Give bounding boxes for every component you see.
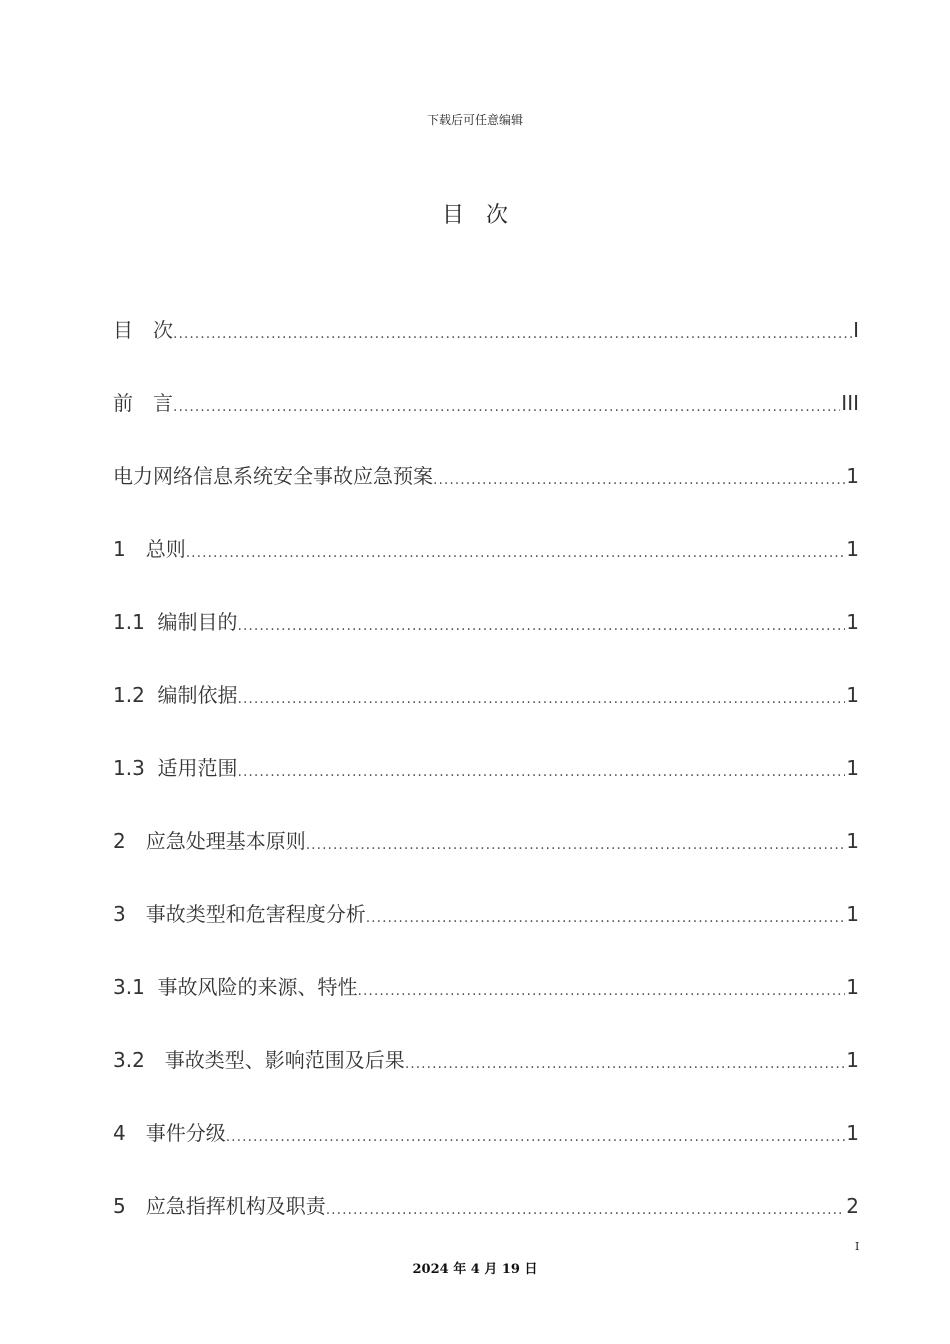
toc-entry-number: 4 bbox=[113, 1121, 146, 1145]
toc-entry[interactable] bbox=[113, 458, 859, 531]
toc-entry-label: 适用范围 bbox=[157, 756, 238, 780]
toc-title-char-1: 目 bbox=[441, 203, 464, 228]
toc-entry-number: 1.3 bbox=[113, 756, 158, 780]
toc-entry-number: 3.2 bbox=[113, 1048, 165, 1072]
toc-leader-dots bbox=[226, 1119, 846, 1155]
toc-title bbox=[0, 198, 950, 229]
toc-entry-label: 目 次 bbox=[113, 318, 173, 342]
toc-entry-label: 编制目的 bbox=[157, 610, 238, 634]
toc-entry-label: 事故类型和危害程度分析 bbox=[145, 902, 366, 926]
toc-entry[interactable] bbox=[113, 823, 859, 896]
toc-leader-dots bbox=[173, 389, 840, 425]
toc-entry[interactable] bbox=[113, 531, 859, 604]
toc-leader-dots bbox=[358, 973, 846, 1009]
toc-leader-dots bbox=[405, 1046, 845, 1082]
toc-entry-page: 1 bbox=[846, 902, 859, 926]
toc-entry-label: 编制依据 bbox=[157, 683, 238, 707]
toc-leader-dots bbox=[326, 1192, 846, 1228]
toc-entry[interactable] bbox=[113, 896, 859, 969]
toc-entry-page: 1 bbox=[846, 829, 859, 853]
page-number: I bbox=[855, 1240, 860, 1253]
toc-entry[interactable] bbox=[113, 750, 859, 823]
toc-entry-page: 2 bbox=[846, 1194, 859, 1218]
toc-entry[interactable] bbox=[113, 969, 859, 1042]
toc-entry[interactable] bbox=[113, 1115, 859, 1188]
toc-leader-dots bbox=[366, 900, 846, 936]
toc-entry-label: 事件分级 bbox=[145, 1121, 226, 1145]
toc-leader-dots bbox=[433, 462, 845, 498]
toc-entry-page: 1 bbox=[846, 1048, 859, 1072]
toc-entry-page: 1 bbox=[846, 464, 859, 488]
toc-entry-page: 1 bbox=[846, 537, 859, 561]
toc-entry-page: 1 bbox=[846, 683, 859, 707]
toc-entry-label: 应急处理基本原则 bbox=[145, 829, 306, 853]
toc-entry-number: 2 bbox=[113, 829, 146, 853]
toc-entry[interactable] bbox=[113, 1042, 859, 1115]
toc-entry-label: 总则 bbox=[145, 537, 186, 561]
toc-entry-page: 1 bbox=[846, 975, 859, 999]
toc-entry-label: 事故风险的来源、特性 bbox=[157, 975, 358, 999]
toc-leader-dots bbox=[238, 608, 846, 644]
toc-entry-label: 事故类型、影响范围及后果 bbox=[164, 1048, 405, 1072]
toc-leader-dots bbox=[238, 754, 846, 790]
toc-entry-label: 应急指挥机构及职责 bbox=[145, 1194, 326, 1218]
toc-entry-number: 5 bbox=[113, 1194, 146, 1218]
toc-entry-page: I bbox=[853, 318, 859, 342]
table-of-contents bbox=[113, 312, 859, 1261]
toc-entry-page: III bbox=[841, 391, 859, 415]
toc-entry[interactable] bbox=[113, 312, 859, 385]
toc-entry-number: 1 bbox=[113, 537, 146, 561]
toc-entry[interactable] bbox=[113, 1188, 859, 1261]
toc-leader-dots bbox=[238, 681, 846, 717]
toc-leader-dots bbox=[173, 316, 852, 352]
toc-title-char-2: 次 bbox=[486, 203, 509, 228]
toc-leader-dots bbox=[186, 535, 846, 571]
toc-entry-page: 1 bbox=[846, 756, 859, 780]
toc-entry[interactable] bbox=[113, 677, 859, 750]
toc-entry-label: 电力网络信息系统安全事故应急预案 bbox=[113, 464, 433, 488]
toc-entry[interactable] bbox=[113, 385, 859, 458]
header-note: 下载后可任意编辑 bbox=[426, 113, 523, 127]
toc-entry-number: 1.2 bbox=[113, 683, 158, 707]
toc-entry-number: 3 bbox=[113, 902, 146, 926]
toc-leader-dots bbox=[306, 827, 846, 863]
footer-date: 2024 年 4 月 19 日 bbox=[412, 1262, 538, 1277]
toc-entry-page: 1 bbox=[846, 610, 859, 634]
toc-entry-label: 前 言 bbox=[113, 391, 173, 415]
toc-entry[interactable] bbox=[113, 604, 859, 677]
toc-entry-number: 3.1 bbox=[113, 975, 158, 999]
toc-entry-number: 1.1 bbox=[113, 610, 158, 634]
toc-entry-page: 1 bbox=[846, 1121, 859, 1145]
